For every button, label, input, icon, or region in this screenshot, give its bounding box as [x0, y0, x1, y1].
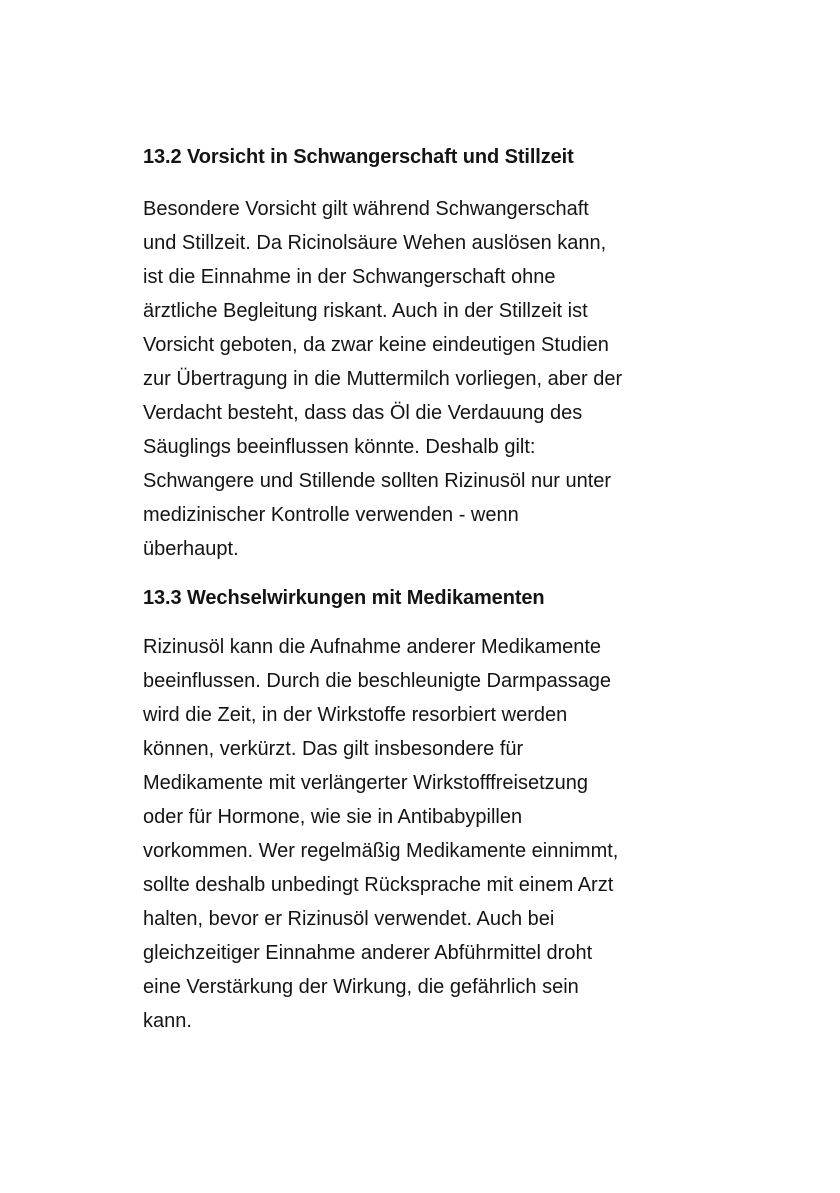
- paragraph-line: Verdacht besteht, dass das Öl die Verdauung des: [143, 402, 583, 424]
- section-heading: 13.3 Wechselwirkungen mit Medikamenten: [143, 587, 545, 609]
- paragraph-line: ist die Einnahme in der Schwangerschaft ohne: [143, 266, 556, 288]
- paragraph-line: Medikamente mit verlängerter Wirkstofffreisetzung: [143, 772, 588, 794]
- paragraph-line: Besondere Vorsicht gilt während Schwangerschaft: [143, 198, 589, 220]
- paragraph-line: eine Verstärkung der Wirkung, die gefährlich sein: [143, 976, 579, 998]
- paragraph-line: Rizinusöl kann die Aufnahme anderer Medikamente: [143, 636, 602, 658]
- paragraph-line: beeinflussen. Durch die beschleunigte Darmpassage: [143, 670, 612, 692]
- paragraph-line: vorkommen. Wer regelmäßig Medikamente einnimmt,: [143, 840, 619, 862]
- section-heading: 13.2 Vorsicht in Schwangerschaft und Stillzeit: [143, 146, 574, 168]
- paragraph-line: Schwangere und Stillende sollten Rizinusöl nur unter: [143, 470, 612, 492]
- paragraph-line: zur Übertragung in die Muttermilch vorliegen, aber der: [143, 368, 623, 390]
- paragraph-line: wird die Zeit, in der Wirkstoffe resorbiert werden: [143, 704, 568, 726]
- paragraph-line: kann.: [143, 1010, 192, 1032]
- paragraph-line: Säuglings beeinflussen könnte. Deshalb gilt:: [143, 436, 536, 458]
- paragraph-line: medizinischer Kontrolle verwenden - wenn: [143, 504, 519, 526]
- paragraph-line: ärztliche Begleitung riskant. Auch in der Stillzeit ist: [143, 300, 588, 322]
- paragraph-line: halten, bevor er Rizinusöl verwendet. Auch bei: [143, 908, 555, 930]
- paragraph-line: überhaupt.: [143, 538, 239, 560]
- paragraph-line: sollte deshalb unbedingt Rücksprache mit einem Arzt: [143, 874, 614, 896]
- paragraph-line: Vorsicht geboten, da zwar keine eindeutigen Studien: [143, 334, 609, 356]
- paragraph-line: oder für Hormone, wie sie in Antibabypillen: [143, 806, 523, 828]
- paragraph-line: gleichzeitiger Einnahme anderer Abführmittel droht: [143, 942, 593, 964]
- paragraph-line: und Stillzeit. Da Ricinolsäure Wehen auslösen kann,: [143, 232, 607, 254]
- paragraph-line: können, verkürzt. Das gilt insbesondere für: [143, 738, 524, 760]
